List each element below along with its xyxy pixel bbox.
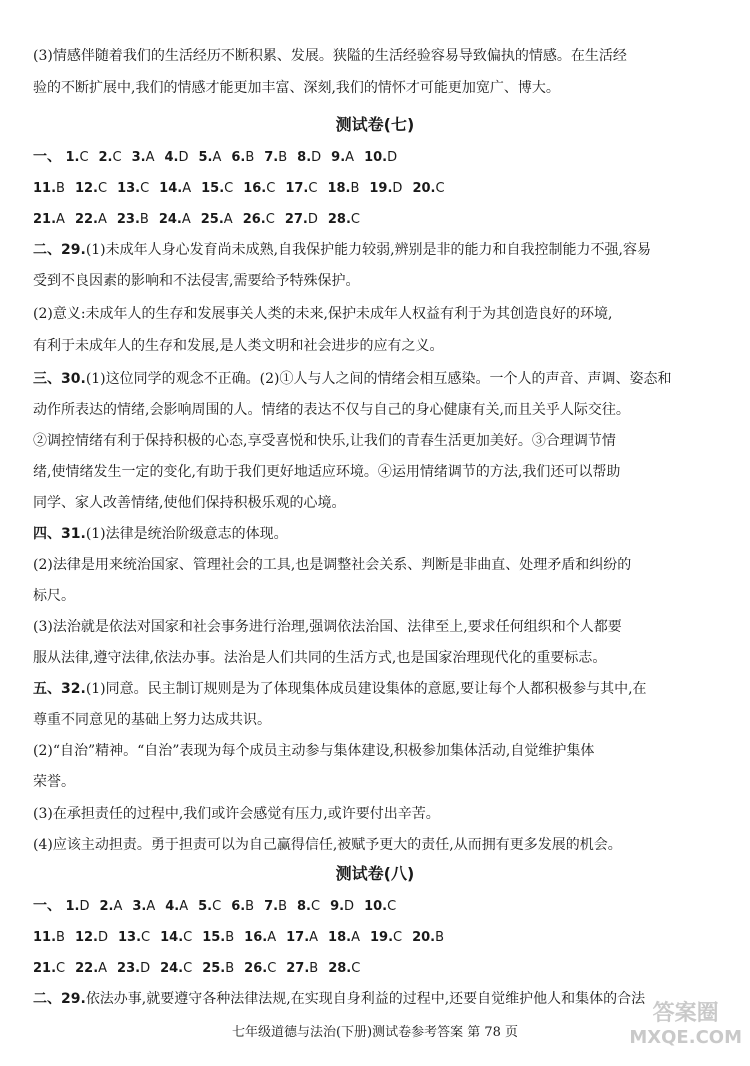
test8-answer-17 xyxy=(286,927,318,948)
answer-letter: B xyxy=(350,181,360,196)
test7-mc-row-1 xyxy=(33,147,407,168)
test8-answer-9 xyxy=(330,896,354,917)
test8-section1-label: 一、 xyxy=(33,898,61,914)
answer-letter: B xyxy=(225,930,235,945)
test7-q32-line-4: 荣誉。 xyxy=(33,774,75,790)
answer-letter: A xyxy=(179,899,189,914)
question-number: 18. xyxy=(327,181,351,196)
test7-q32-text-1: (1)同意。民主制订规则是为了体现集体成员建设集体的意愿,要让每个人都积极参与其中,在 xyxy=(85,681,647,697)
test7-q31-line-2: (2)法律是用来统治国家、管理社会的工具,也是调整社会关系、判断是非曲直、处理矛盾和纠纷的 xyxy=(33,557,632,573)
answer-letter: B xyxy=(139,212,149,227)
question-number: 10. xyxy=(364,899,388,914)
test8-answer-2 xyxy=(99,896,122,917)
watermark-text: 答案圈 xyxy=(652,1001,719,1026)
question-number: 26. xyxy=(244,961,268,976)
answer-letter: B xyxy=(309,961,319,976)
test7-q32-label: 五、32. xyxy=(33,681,86,697)
test8-answer-22 xyxy=(75,958,107,979)
answer-letter: C xyxy=(435,181,445,196)
answer-letter: D xyxy=(392,181,403,196)
answer-letter: B xyxy=(245,899,255,914)
question-number: 22. xyxy=(74,212,98,227)
test8-q29-line-1 xyxy=(33,989,645,1009)
answer-letter: B xyxy=(225,961,235,976)
answer-letter: B xyxy=(56,181,65,196)
test8-answer-13 xyxy=(118,927,150,948)
question-number: 6. xyxy=(231,899,246,914)
answer-letter: A xyxy=(56,212,65,227)
question-number: 26. xyxy=(242,212,266,227)
test7-q31-text-1: (1)法律是统治阶级意志的体现。 xyxy=(85,526,288,542)
question-number: 25. xyxy=(202,961,226,976)
test8-answer-7 xyxy=(264,896,287,917)
test8-answer-6 xyxy=(231,896,254,917)
answer-letter: A xyxy=(113,899,123,914)
test8-answer-16 xyxy=(244,927,276,948)
test7-q30-line-3: ②调控情绪有利于保持积极的心态,享受喜悦和快乐,让我们的青春生活更加美好。③合理调节情 xyxy=(33,433,616,449)
test7-answer-23 xyxy=(117,209,149,230)
test7-q30-label: 三、30. xyxy=(33,371,86,387)
question-number: 18. xyxy=(328,930,352,945)
question-number: 16. xyxy=(244,930,268,945)
test7-answer-27 xyxy=(285,209,318,230)
page-footer: 七年级道德与法治(下册)测试卷参考答案 第 78 页 xyxy=(231,1025,519,1040)
test7-q30-text-1: (1)这位同学的观念不正确。(2)①人与人之间的情绪会相互感染。一个人的声音、声调、姿态和 xyxy=(85,371,672,387)
question-number: 17. xyxy=(286,930,310,945)
test8-answer-24 xyxy=(160,958,192,979)
test7-answer-5 xyxy=(198,147,221,168)
test7-q29-line-4: 有利于未成年人的生存和发展,是人类文明和社会进步的应有之义。 xyxy=(33,338,444,354)
test8-answer-18 xyxy=(328,927,360,948)
question-number: 1. xyxy=(65,150,80,165)
test7-q32-line-1 xyxy=(33,679,647,699)
test8-answer-23 xyxy=(117,958,150,979)
test8-answer-8 xyxy=(297,896,320,917)
answer-letter: C xyxy=(140,181,150,196)
test7-answer-7 xyxy=(264,147,287,168)
test7-q30-line-2: 动作所表达的情绪,会影响周围的人。情绪的表达不仅与自己的身心健康有关,而且关乎人际交往。 xyxy=(33,402,630,418)
answer-letter: B xyxy=(435,930,445,945)
answer-letter: C xyxy=(308,181,318,196)
answer-letter: A xyxy=(181,212,191,227)
test8-answer-1 xyxy=(65,896,89,917)
test8-answer-12 xyxy=(75,927,108,948)
question-number: 27. xyxy=(284,212,308,227)
answer-letter: B xyxy=(245,150,255,165)
question-number: 8. xyxy=(297,899,311,914)
answer-letter: D xyxy=(97,930,108,945)
question-number: 2. xyxy=(98,150,113,165)
test7-answer-19 xyxy=(369,178,402,199)
test7-answer-22 xyxy=(75,209,107,230)
answer-letter: A xyxy=(351,930,360,945)
question-number: 9. xyxy=(331,150,346,165)
question-number: 21. xyxy=(33,961,57,976)
test7-q29-line-1 xyxy=(33,240,651,260)
answer-letter: C xyxy=(265,212,275,227)
question-number: 14. xyxy=(160,930,184,945)
question-number: 10. xyxy=(364,150,388,165)
test8-q29-label: 二、29. xyxy=(33,991,86,1007)
question-number: 12. xyxy=(74,930,98,945)
test7-answer-26 xyxy=(243,209,275,230)
answer-letter: D xyxy=(140,961,151,976)
test7-answer-20 xyxy=(412,178,444,199)
answer-letter: C xyxy=(97,181,108,196)
answer-letter: C xyxy=(350,212,360,227)
question-number: 23. xyxy=(117,961,141,976)
test7-answer-1 xyxy=(65,147,88,168)
answer-letter: A xyxy=(309,930,319,945)
answer-letter: A xyxy=(146,899,156,914)
test8-answer-26 xyxy=(244,958,276,979)
test8-answer-25 xyxy=(202,958,234,979)
test7-q29-line-2: 受到不良因素的影响和不法侵害,需要给予特殊保护。 xyxy=(33,273,360,289)
test8-answer-21 xyxy=(33,958,65,979)
test7-mc-row-3 xyxy=(33,209,370,230)
answer-letter: A xyxy=(98,961,108,976)
answer-letter: A xyxy=(212,150,222,165)
question-number: 28. xyxy=(327,212,351,227)
question-number: 17. xyxy=(285,181,309,196)
test7-answer-12 xyxy=(75,178,107,199)
question-number: 24. xyxy=(158,212,182,227)
test7-q30-line-1 xyxy=(33,369,671,389)
test7-q31-line-1 xyxy=(33,524,288,544)
test7-q31-line-5: 服从法律,遵守法律,依法办事。法治是人们共同的生活方式,也是国家治理现代化的重要标志。 xyxy=(33,650,607,666)
watermark-logo xyxy=(629,1002,742,1050)
test7-answer-24 xyxy=(159,209,191,230)
question-number: 3. xyxy=(131,150,146,165)
question-number: 13. xyxy=(118,930,142,945)
test8-mc-row-1 xyxy=(33,896,406,917)
question-number: 3. xyxy=(132,899,147,914)
answer-letter: A xyxy=(182,181,192,196)
test8-title: 测试卷(八) xyxy=(335,864,415,883)
question-number: 1. xyxy=(65,899,80,914)
answer-letter: B xyxy=(278,150,288,165)
test8-answer-28 xyxy=(328,958,360,979)
test7-answer-25 xyxy=(201,209,233,230)
answer-letter: C xyxy=(310,899,321,914)
test7-section1-label: 一、 xyxy=(33,149,61,165)
question-number: 6. xyxy=(231,150,246,165)
test7-q31-line-3: 标尺。 xyxy=(33,588,75,604)
question-number: 7. xyxy=(264,150,279,165)
question-number: 22. xyxy=(75,961,99,976)
test7-q31-label: 四、31. xyxy=(33,526,86,542)
question-number: 9. xyxy=(330,899,345,914)
answer-letter: D xyxy=(344,899,355,914)
intro-line-2: 验的不断扩展中,我们的情感才能更加丰富、深刻,我们的情怀才可能更加宽广、博大。 xyxy=(33,80,560,96)
question-number: 27. xyxy=(286,961,310,976)
question-number: 16. xyxy=(243,181,267,196)
test8-answer-3 xyxy=(132,896,155,917)
answer-letter: C xyxy=(266,181,276,196)
test7-q31-line-4: (3)法治就是依法对国家和社会事务进行治理,强调依法治国、法律至上,要求任何组织和个人都要 xyxy=(33,619,622,635)
question-number: 21. xyxy=(33,212,57,227)
test8-q29-text-1: 依法办事,就要遵守各种法律法规,在实现自身利益的过程中,还要自觉维护他人和集体的合法 xyxy=(85,991,646,1007)
test8-mc-row-3 xyxy=(33,958,370,979)
question-number: 12. xyxy=(74,181,98,196)
question-number: 23. xyxy=(116,212,140,227)
question-number: 28. xyxy=(328,961,352,976)
question-number: 20. xyxy=(412,930,436,945)
test7-answer-9 xyxy=(331,147,354,168)
test7-answer-4 xyxy=(164,147,188,168)
test8-answer-4 xyxy=(165,896,188,917)
answer-letter: C xyxy=(183,930,193,945)
test7-answer-18 xyxy=(327,178,359,199)
answer-letter: C xyxy=(387,899,397,914)
answer-letter: D xyxy=(178,150,189,165)
test7-q30-line-4: 绪,使情绪发生一定的变化,有助于我们更好地适应环境。④运用情绪调节的方法,我们还可以帮助 xyxy=(33,464,621,480)
test8-answer-5 xyxy=(198,896,221,917)
answer-letter: A xyxy=(345,150,355,165)
answer-letter: D xyxy=(79,899,90,914)
answer-letter: C xyxy=(141,930,151,945)
question-number: 11. xyxy=(33,930,57,945)
test7-answer-15 xyxy=(201,178,233,199)
question-number: 25. xyxy=(200,212,224,227)
test8-answer-11 xyxy=(33,927,65,948)
test7-q32-line-6: (4)应该主动担责。勇于担责可以为自己赢得信任,被赋予更大的责任,从而拥有更多发展的机会。 xyxy=(33,837,622,853)
test7-title: 测试卷(七) xyxy=(335,115,415,134)
test8-answer-20 xyxy=(412,927,444,948)
test7-answer-8 xyxy=(297,147,321,168)
answer-letter: A xyxy=(223,212,233,227)
test8-answer-15 xyxy=(202,927,234,948)
answer-letter: C xyxy=(351,961,361,976)
test7-q29-line-3: (2)意义:未成年人的生存和发展事关人类的未来,保护未成年人权益有利于为其创造良好的环境, xyxy=(33,306,613,322)
question-number: 24. xyxy=(160,961,184,976)
question-number: 7. xyxy=(264,899,279,914)
answer-letter: B xyxy=(278,899,287,914)
question-number: 15. xyxy=(201,181,225,196)
answer-letter: D xyxy=(311,150,322,165)
test8-answer-27 xyxy=(286,958,318,979)
question-number: 4. xyxy=(165,899,180,914)
test8-answer-10 xyxy=(364,896,396,917)
question-number: 14. xyxy=(159,181,183,196)
answer-letter: C xyxy=(212,899,222,914)
question-number: 2. xyxy=(99,899,114,914)
answer-letter: C xyxy=(393,930,403,945)
question-number: 15. xyxy=(202,930,226,945)
test7-q32-line-2: 尊重不同意见的基础上努力达成共识。 xyxy=(33,712,271,728)
test7-answer-13 xyxy=(117,178,149,199)
answer-letter: C xyxy=(224,181,234,196)
test7-answer-11 xyxy=(33,178,65,199)
question-number: 19. xyxy=(369,181,393,196)
watermark-url: MXQE.COM xyxy=(629,1027,742,1048)
question-number: 5. xyxy=(198,899,213,914)
intro-line-1: (3)情感伴随着我们的生活经历不断积累、发展。狭隘的生活经验容易导致偏执的情感。在生活经 xyxy=(33,48,627,64)
answer-letter: C xyxy=(267,961,277,976)
test7-answer-28 xyxy=(328,209,360,230)
test7-q29-label: 二、29. xyxy=(33,242,86,258)
question-number: 11. xyxy=(33,181,57,196)
answer-letter: A xyxy=(267,930,277,945)
question-number: 4. xyxy=(164,150,179,165)
answer-letter: C xyxy=(56,961,66,976)
question-number: 20. xyxy=(412,181,436,196)
test7-mc-row-2 xyxy=(33,178,455,199)
answer-letter: A xyxy=(145,150,155,165)
answer-letter: C xyxy=(79,150,89,165)
question-number: 13. xyxy=(117,181,141,196)
test7-q32-line-3: (2)“自治”精神。“自治”表现为每个成员主动参与集体建设,积极参加集体活动,自觉维护集体 xyxy=(33,743,595,759)
test7-q30-line-5: 同学、家人改善情绪,使他们保持积极乐观的心境。 xyxy=(33,495,346,511)
test7-answer-14 xyxy=(159,178,191,199)
test8-answer-14 xyxy=(160,927,192,948)
question-number: 19. xyxy=(369,930,394,945)
question-number: 5. xyxy=(198,150,213,165)
test8-mc-row-2 xyxy=(33,927,454,948)
test7-answer-10 xyxy=(364,147,397,168)
test8-answer-19 xyxy=(370,927,402,948)
test7-answer-3 xyxy=(132,147,155,168)
answer-letter: A xyxy=(97,212,107,227)
test7-q29-text-1: (1)未成年人身心发育尚未成熟,自我保护能力较弱,辨别是非的能力和自我控制能力不强,容易 xyxy=(85,242,651,258)
answer-letter: B xyxy=(56,930,65,945)
answer-letter: C xyxy=(183,961,193,976)
test7-answer-16 xyxy=(243,178,275,199)
test7-answer-6 xyxy=(231,147,254,168)
test7-answer-17 xyxy=(285,178,317,199)
test7-q32-line-5: (3)在承担责任的过程中,我们或许会感觉有压力,或许要付出辛苦。 xyxy=(33,806,440,822)
test7-answer-21 xyxy=(33,209,65,230)
answer-letter: D xyxy=(387,150,398,165)
answer-letter: D xyxy=(307,212,318,227)
test7-answer-2 xyxy=(99,147,122,168)
question-number: 8. xyxy=(297,150,312,165)
answer-letter: C xyxy=(112,150,122,165)
